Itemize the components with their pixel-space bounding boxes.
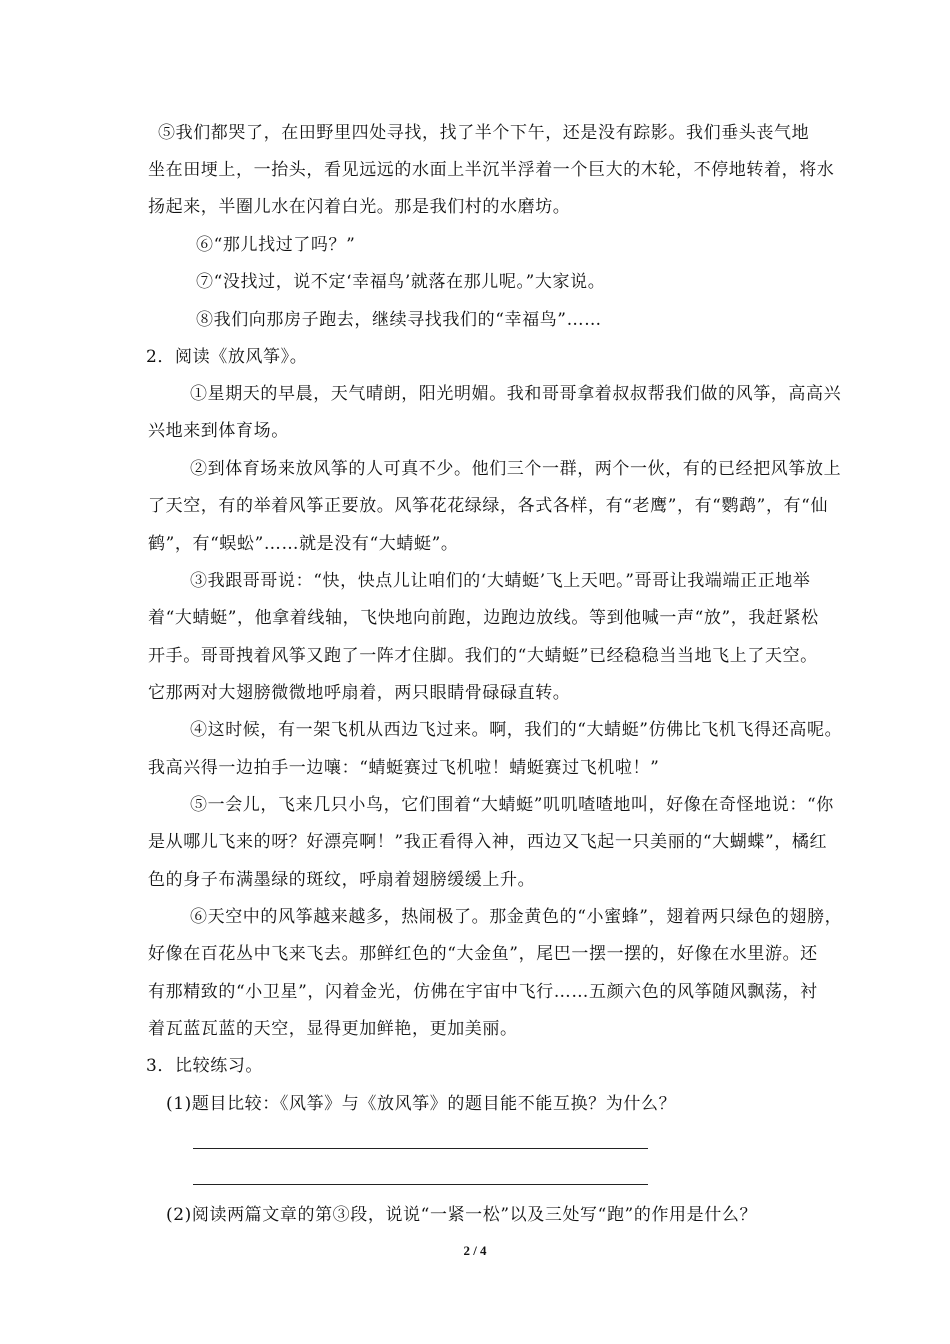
answer-blank-line[interactable] <box>193 1148 648 1149</box>
section-heading: 2．阅读《放风筝》。 <box>146 347 308 367</box>
paragraph-line: ④这时候，有一架飞机从西边飞过来。啊，我们的“大蜻蜓”仿佛比飞机飞得还高呢。 <box>190 720 843 740</box>
paragraph-line: ⑥“那儿找过了吗？” <box>196 235 356 255</box>
paragraph-line: ①星期天的早晨，天气晴朗，阳光明媚。我和哥哥拿着叔叔帮我们做的风筝，高高兴 <box>190 384 842 404</box>
question-text: (1)题目比较：《风筝》与《放风筝》的题目能不能互换？为什么？ <box>166 1094 677 1114</box>
answer-blank-line[interactable] <box>193 1184 648 1185</box>
paragraph-line: 着“大蜻蜓”，他拿着线轴，飞快地向前跑，边跑边放线。等到他喊一声“放”，我赶紧松 <box>148 608 819 628</box>
paragraph-line: 了天空，有的举着风筝正要放。风筝花花绿绿，各式各样，有“老鹰”，有“鹦鹉”，有“仙 <box>148 496 829 516</box>
paragraph-line: 好像在百花丛中飞来飞去。那鲜红色的“大金鱼”，尾巴一摆一摆的，好像在水里游。还 <box>148 944 818 964</box>
page-number: 2 / 4 <box>463 1243 487 1258</box>
paragraph-line: 它那两对大翅膀微微地呼扇着，两只眼睛骨碌碌直转。 <box>148 683 571 703</box>
paragraph-line: 开手。哥哥拽着风筝又跑了一阵才住脚。我们的“大蜻蜓”已经稳稳当当地飞上了天空。 <box>148 646 818 666</box>
section-heading: 3．比较练习。 <box>146 1056 264 1076</box>
paragraph-line: 色的身子布满墨绿的斑纹，呼扇着翅膀缓缓上升。 <box>148 870 536 890</box>
paragraph-line: ⑤一会儿，飞来几只小鸟，它们围着“大蜻蜓”叽叽喳喳地叫，好像在奇怪地说：“你 <box>190 795 834 815</box>
paragraph-line: 扬起来，半圈儿水在闪着白光。那是我们村的水磨坊。 <box>148 197 571 217</box>
question-text: (2)阅读两篇文章的第③段，说说“一紧一松”以及三处写“跑”的作用是什么？ <box>166 1205 758 1225</box>
paragraph-line: 着瓦蓝瓦蓝的天空，显得更加鲜艳，更加美丽。 <box>148 1019 518 1039</box>
paragraph-line: 是从哪儿飞来的呀？好漂亮啊！”我正看得入神，西边又飞起一只美丽的“大蝴蝶”，橘红 <box>148 832 828 852</box>
paragraph-line: 我高兴得一边拍手一边嚷：“蜻蜓赛过飞机啦！蜻蜓赛过飞机啦！” <box>148 758 660 778</box>
paragraph-line: ③我跟哥哥说：“快，快点儿让咱们的‘大蜻蜓’飞上天吧。”哥哥让我端端正正地举 <box>190 571 811 591</box>
paragraph-line: ⑦“没找过，说不定‘幸福鸟’就落在那儿呢。”大家说。 <box>196 272 606 292</box>
paragraph-line: 鹤”，有“蜈蚣”……就是没有“大蜻蜓”。 <box>148 534 459 554</box>
paragraph-line: ②到体育场来放风筝的人可真不少。他们三个一群，两个一伙，有的已经把风筝放上 <box>190 459 842 479</box>
paragraph-line: ⑤我们都哭了，在田野里四处寻找，找了半个下午，还是没有踪影。我们垂头丧气地 <box>158 123 810 143</box>
paragraph-line: ⑥天空中的风筝越来越多，热闹极了。那金黄色的“小蜜蜂”，翅着两只绿色的翅膀， <box>190 907 843 927</box>
paragraph-line: ⑧我们向那房子跑去，继续寻找我们的“幸福鸟”…… <box>196 310 602 330</box>
paragraph-line: 坐在田埂上，一抬头，看见远远的水面上半沉半浮着一个巨大的木轮，不停地转着，将水 <box>148 160 835 180</box>
paragraph-line: 兴地来到体育场。 <box>148 421 289 441</box>
paragraph-line: 有那精致的“小卫星”，闪着金光，仿佛在宇宙中飞行……五颜六色的风筝随风飘荡，衬 <box>148 982 818 1002</box>
